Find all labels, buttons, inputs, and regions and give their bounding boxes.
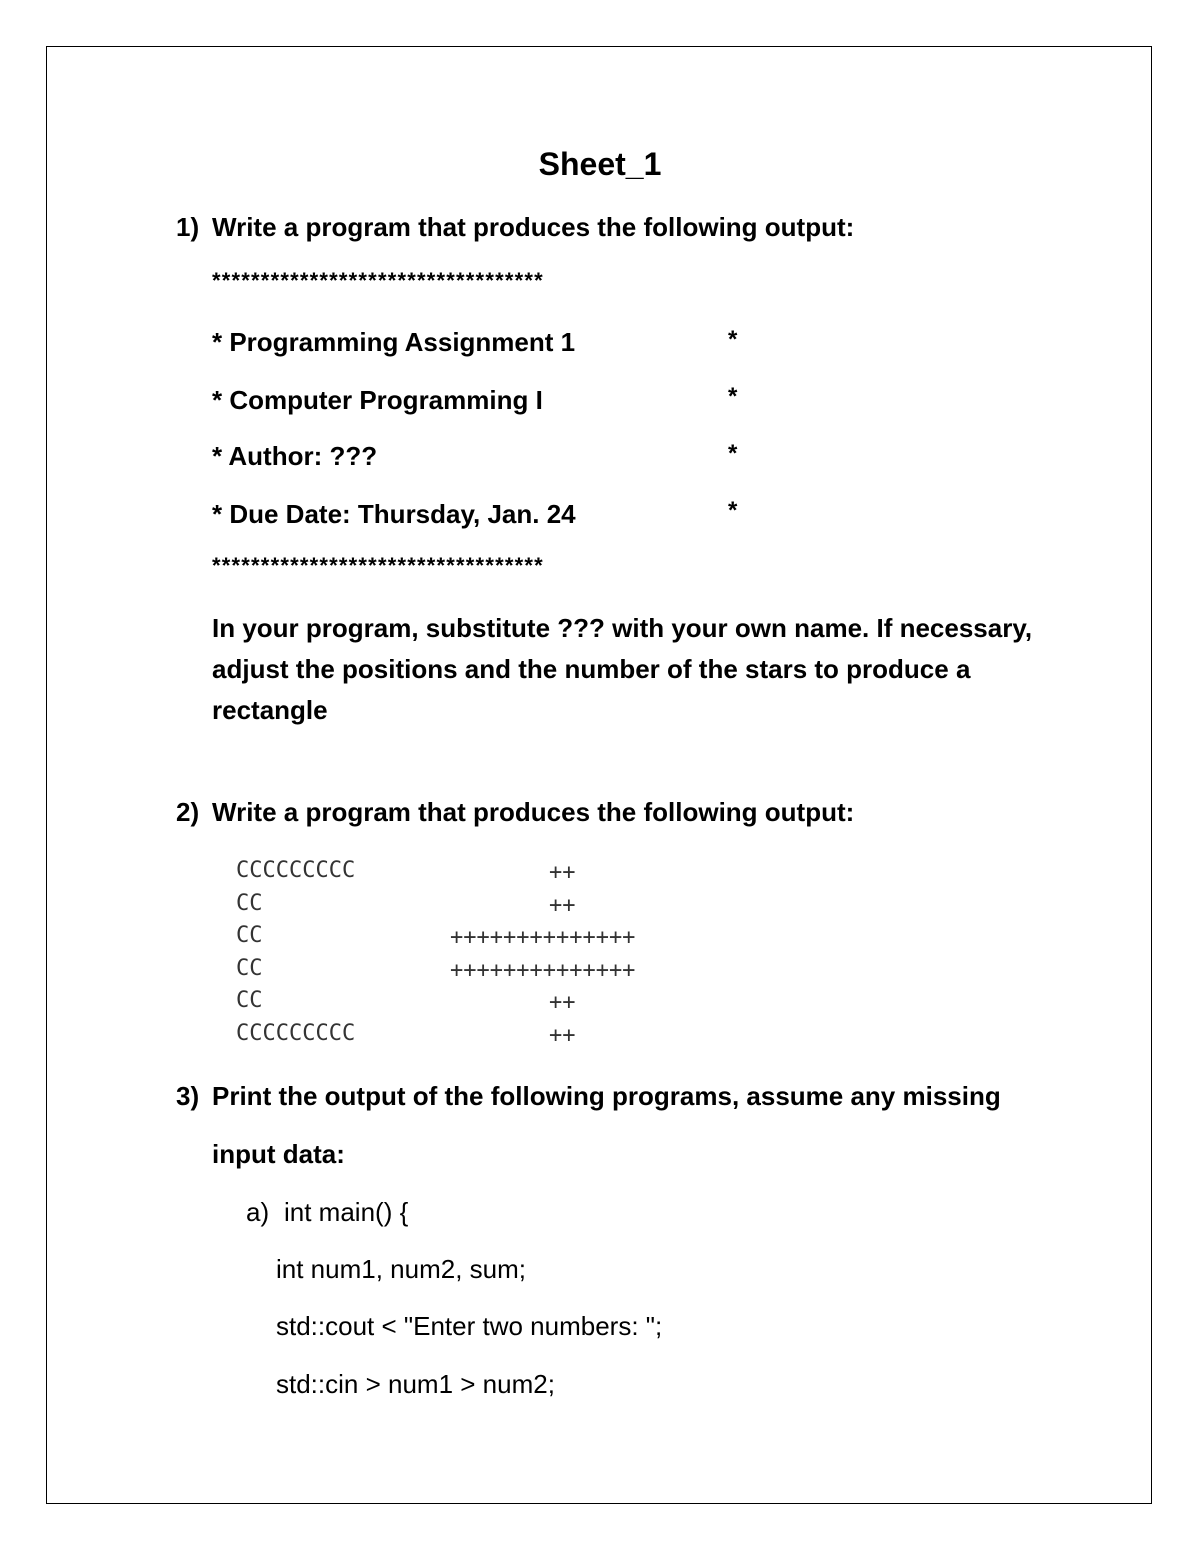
box-right-star-1: * xyxy=(728,326,738,353)
box-right-star-2: * xyxy=(728,383,738,410)
code-line: int main() { xyxy=(284,1197,409,1227)
box-right-star-4: * xyxy=(728,497,738,524)
plus-pattern-line: ++++++++++++++ xyxy=(450,958,636,983)
c-pattern-line: CCCCCCCCC xyxy=(236,1021,356,1046)
box-line-3: * Author: ??? xyxy=(212,441,378,471)
star-border-bottom: ********************************** xyxy=(212,553,544,578)
box-line-1: * Programming Assignment 1 xyxy=(212,327,576,357)
plus-pattern-line: ++ xyxy=(549,860,576,885)
question-2-text: Write a program that produces the following output: xyxy=(212,797,855,827)
box-line-2: * Computer Programming I xyxy=(212,385,543,415)
plus-pattern-line: ++ xyxy=(549,893,576,918)
sheet-title: Sheet_1 xyxy=(538,146,662,182)
question-2-number: 2) xyxy=(176,797,200,827)
plus-pattern-line: ++ xyxy=(549,1023,576,1048)
star-border-top: ********************************** xyxy=(212,268,544,293)
c-pattern-line: CC xyxy=(236,923,263,948)
question-1-text: Write a program that produces the following output: xyxy=(212,212,855,242)
code-line: std::cin > num1 > num2; xyxy=(276,1369,555,1399)
question-1-instructions: In your program, substitute ??? with your own name. If necessary, adjust the positions and the number of the stars to produce a rectangle xyxy=(212,613,1033,725)
question-3-number: 3) xyxy=(176,1081,200,1111)
page-border xyxy=(46,46,1152,1504)
code-line: int num1, num2, sum; xyxy=(276,1254,526,1284)
c-pattern-line: CC xyxy=(236,956,263,981)
question-1-number: 1) xyxy=(176,212,200,242)
c-pattern-line: CC xyxy=(236,988,263,1013)
plus-pattern-line: ++ xyxy=(549,990,576,1015)
question-3-text-continued: input data: xyxy=(212,1139,345,1169)
box-right-star-3: * xyxy=(728,440,738,467)
plus-pattern-line: ++++++++++++++ xyxy=(450,925,636,950)
sub-question-label: a) xyxy=(246,1197,270,1227)
c-pattern-line: CCCCCCCCC xyxy=(236,858,356,883)
c-pattern-line: CC xyxy=(236,891,263,916)
box-line-4: * Due Date: Thursday, Jan. 24 xyxy=(212,499,576,529)
code-line: std::cout < "Enter two numbers: "; xyxy=(276,1311,663,1341)
question-3-text: Print the output of the following programs, assume any missing xyxy=(212,1081,1001,1111)
